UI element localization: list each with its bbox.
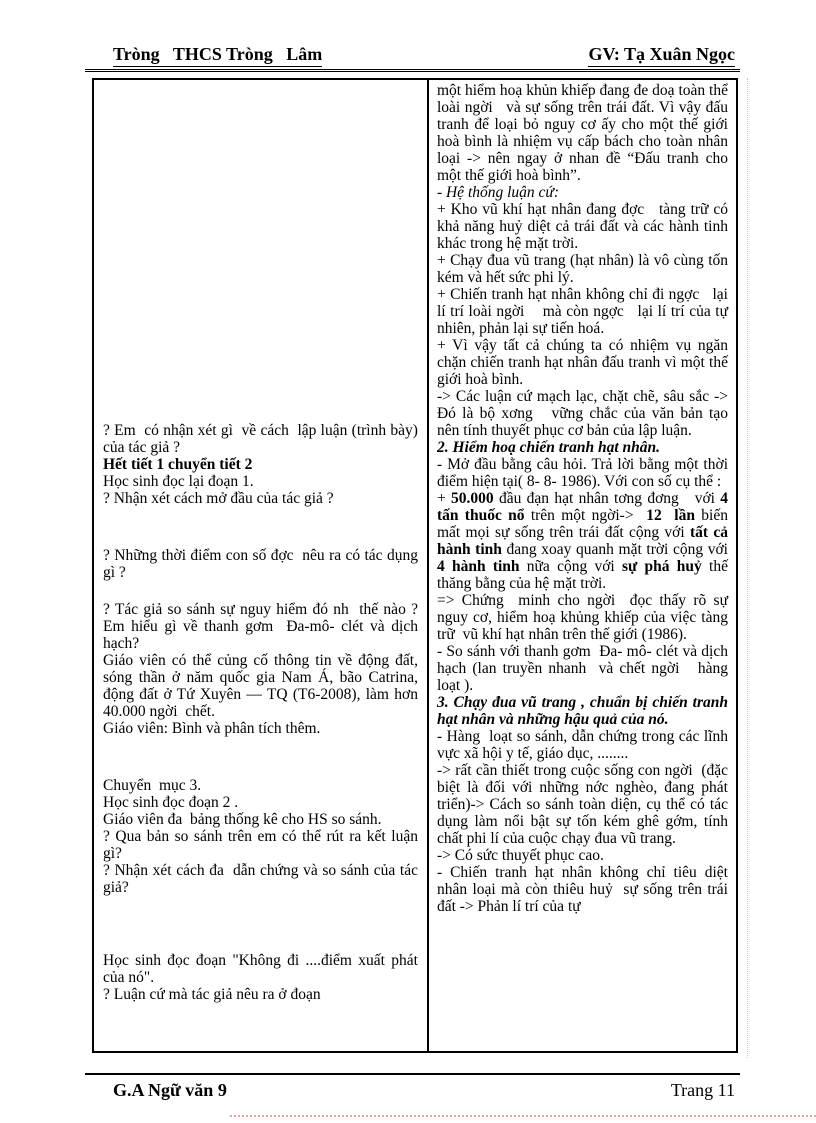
text-run: một hiểm hoạ khủn khiếp đang đe doạ toàn thể loài ngời và sự sống trên trái đất. Vì vậy đấu tranh để loại bỏ nguy cơ ấy cho một thế giới hoà bình là nhiệm vụ cấp bách cho toàn nhân loại -> nên ngay ở nhan đề “Đấu tranh cho một thế giới hoà bình”. xyxy=(436,82,732,184)
text-run: - Hệ thống luận cứ: xyxy=(436,184,560,201)
paragraph xyxy=(103,473,418,490)
text-run: ? Nhận xét cách mở đầu của tác giả ? xyxy=(103,490,334,507)
page-footer xyxy=(113,1080,735,1101)
header-rule xyxy=(85,69,740,72)
emphasis-text: 50.000 xyxy=(451,490,494,507)
paragraph xyxy=(103,811,418,828)
paragraph xyxy=(436,286,732,337)
text-run: ? Những thời điểm con số đợc nêu ra có tác dụng gì ? xyxy=(103,547,422,581)
paragraph xyxy=(103,490,418,507)
paragraph xyxy=(436,592,732,643)
text-run: -> Có sức thuyết phục cao. xyxy=(436,847,604,864)
text-run: Giáo viên đa bảng thống kê cho HS so sánh. xyxy=(103,811,382,828)
text-run: Giáo viên có thể củng cố thông tin về động đất, sóng thần ở năm quốc gia Nam Á, bão Catrina, động đất ở Tứ Xuyên — TQ (T6-2008), làm hơn 40.000 ngời chết. xyxy=(103,652,422,720)
text-run: - So sánh với thanh gơm Đa- mô- clét và dịch hạch (lan truyền nhanh và chết ngời hàng loạt ). xyxy=(436,643,732,694)
paragraph xyxy=(436,694,732,728)
paragraph xyxy=(103,456,418,473)
paragraph xyxy=(103,828,422,862)
text-run: - Hàng loạt so sánh, dẫn chứng trong các lĩnh vực xã hội y tế, giáo dục, ........ xyxy=(436,728,732,762)
text-run: đang xoay quanh mặt trời cộng với xyxy=(501,541,732,558)
paragraph xyxy=(103,862,422,896)
text-run: Học sinh đọc đoạn "Không đi ....điểm xuất phát của nó". xyxy=(103,952,422,986)
text-run: - Mở đầu bằng câu hỏi. Trả lời bằng một thời điểm hiện tại( 8- 8- 1986). Với con số cụ thể : xyxy=(436,456,732,490)
paragraph xyxy=(103,720,418,737)
text-run: -> Các luận cứ mạch lạc, chặt chẽ, sâu sắc -> Đó là bộ xơng vững chắc của văn bản tạo nên tính thuyết phục cơ bản của lập luận. xyxy=(436,388,732,439)
paragraph xyxy=(436,82,732,184)
footer-page-number: Trang 11 xyxy=(670,1080,735,1100)
text-run: Học sinh đọc lại đoạn 1. xyxy=(103,473,254,490)
paragraph xyxy=(103,422,422,456)
footer-doc-title: G.A Ngữ văn 9 xyxy=(113,1080,227,1100)
text-run: 3. Chạy đua vũ trang , chuẩn bị chiến tranh hạt nhân và những hậu quả của nó. xyxy=(436,694,732,728)
table-right-column-content xyxy=(427,80,736,1051)
text-run: ? Qua bản so sánh trên em có thể rút ra kết luận gì? xyxy=(103,828,422,862)
text-run: + Vì vậy tất cả chúng ta có nhiệm vụ ngăn chặn chiến tranh hạt nhân đấu tranh vì một thế giới hoà bình. xyxy=(436,337,732,388)
paragraph xyxy=(436,456,732,490)
emphasis-text: 12 lần xyxy=(646,507,695,524)
paragraph xyxy=(436,201,732,252)
text-run: + Chạy đua vũ trang (hạt nhân) là vô cùng tốn kém và hết sức phi lý. xyxy=(436,252,732,286)
paragraph xyxy=(103,952,422,986)
paragraph xyxy=(436,252,732,286)
text-run: - Chiến tranh hạt nhân không chỉ tiêu diệt nhân loại mà còn thiêu huỷ sự sống trên trái đất -> Phản lí trí của tự xyxy=(436,864,732,915)
paragraph xyxy=(436,643,732,694)
text-run: trên một ngời-> xyxy=(524,507,647,524)
paragraph xyxy=(103,601,422,652)
text-run: Học sinh đọc đoạn 2 . xyxy=(103,794,239,811)
emphasis-text: 4 hành tinh xyxy=(436,558,520,575)
page-header xyxy=(113,44,735,67)
paragraph xyxy=(437,439,728,456)
emphasis-text: sự phá huỷ xyxy=(621,558,702,575)
paragraph xyxy=(436,490,732,592)
text-run: -> rất cần thiết trong cuộc sống con ngời (đặc biệt là đối với những nớc nghèo, đang phát triển)-> Cách so sánh toàn diện, cụ thể có tác dụng làm nổi bật sự tốn kém ghê gớm, tính chất phi lí của cuộc chạy đua vũ trang. xyxy=(436,762,732,847)
emphasis-text: 4 tấn thuốc nổ xyxy=(436,490,732,524)
text-run: + xyxy=(436,490,452,507)
page-break-dotted-line xyxy=(230,1115,816,1117)
text-run: đầu đạn hạt nhân tơng đơng với xyxy=(493,490,721,507)
paragraph xyxy=(436,388,732,439)
paragraph xyxy=(436,728,732,762)
paragraph xyxy=(436,337,732,388)
text-run: + Kho vũ khí hạt nhân đang đợc tàng trữ có khả năng huỷ diệt cả trái đất và các hành tinh khác trong hệ mặt trời. xyxy=(436,201,732,252)
emphasis-text: tất cả hành tinh xyxy=(436,524,732,558)
text-run: thế thăng bằng của hệ mặt trời. xyxy=(436,558,732,592)
text-run: => Chứng minh cho ngời đọc thấy rõ sự nguy cơ, hiểm hoạ khủng khiếp của việc tàng trữ vũ khí hạt nhân trên thế giới (1986). xyxy=(436,592,732,643)
footer-rule xyxy=(85,1073,740,1075)
text-run: Chuyển mục 3. xyxy=(103,777,202,794)
paragraph xyxy=(437,184,728,201)
text-run: nữa cộng với xyxy=(519,558,622,575)
text-run: 2. Hiểm hoạ chiến tranh hạt nhân. xyxy=(436,439,661,456)
header-teacher-name: GV: Tạ Xuân Ngọc xyxy=(588,44,735,67)
page-edge-dotted-line xyxy=(747,78,748,1058)
paragraph xyxy=(103,986,418,1003)
paragraph xyxy=(436,864,732,915)
text-run: + Chiến tranh hạt nhân không chỉ đi ngợc lại lí trí loài ngời mà còn ngợc lại lí trí của tự nhiên, phản lại sự tiến hoá. xyxy=(436,286,732,337)
text-run: Giáo viên: Bình và phân tích thêm. xyxy=(103,720,321,737)
lesson-plan-table xyxy=(92,78,738,1053)
header-school-name: Tròng THCS Tròng Lâm xyxy=(113,44,322,67)
text-run: ? Nhận xét cách đa dẫn chứng và so sánh của tác giả? xyxy=(103,862,422,896)
text-run: biến mất mọi sự sống trên trái đất cộng với xyxy=(436,507,732,541)
paragraph xyxy=(103,777,418,794)
text-run: Hết tiết 1 chuyển tiết 2 xyxy=(103,456,253,473)
paragraph xyxy=(103,547,422,581)
text-run: ? Em có nhận xét gì về cách lập luận (trình bày) của tác giả ? xyxy=(103,422,422,456)
paragraph xyxy=(436,762,732,847)
paragraph xyxy=(437,847,728,864)
table-left-column-activities xyxy=(94,80,427,1051)
paragraph xyxy=(103,652,422,720)
text-run: ? Tác giả so sánh sự nguy hiểm đó nh thế nào ? Em hiểu gì về thanh gơm Đa-mô- clét và dịch hạch? xyxy=(103,601,422,652)
paragraph xyxy=(103,794,418,811)
text-run: ? Luận cứ mà tác giả nêu ra ở đoạn xyxy=(103,986,321,1003)
